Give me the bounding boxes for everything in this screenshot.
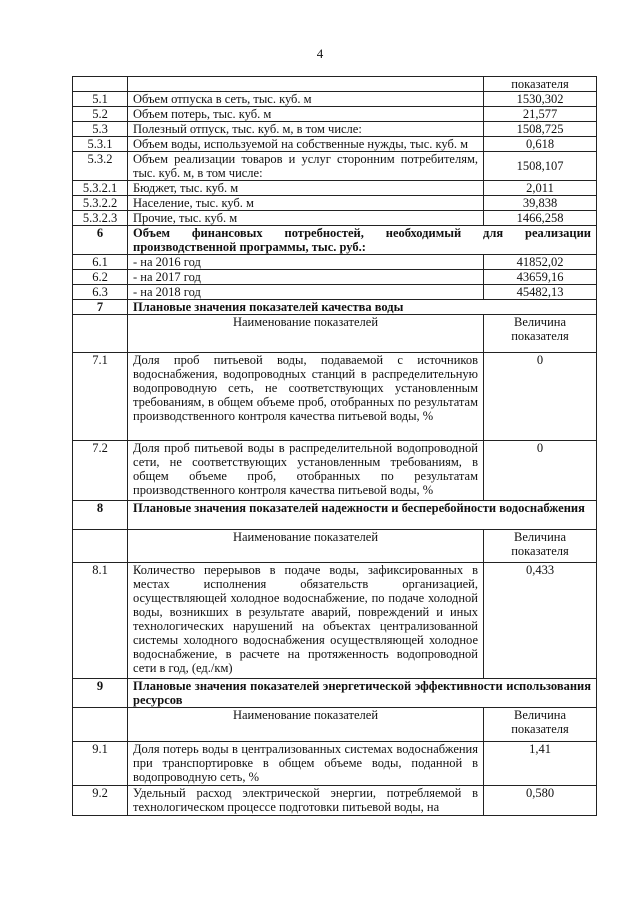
- row-value: 0,580: [484, 786, 597, 816]
- row-number: 9.2: [73, 786, 128, 816]
- row-value: 1508,725: [484, 122, 597, 137]
- section-8-header: [73, 501, 597, 530]
- row-name: Количество перерывов в подаче воды, зафиксированных в местах исполнения обязательств организацией, осуществляющей холодное водоснабжение, по подаче холодной воды, возникших в результате аварий, повреждений и иных технологических нарушений на объектах централизованной системы холодного водоснабжения осуществляющей холодное водоснабжение, в расчете на протяженность водопроводной сети в год, (ед./км): [128, 563, 484, 679]
- section-7-header: [73, 300, 597, 315]
- row-name: - на 2016 год: [128, 255, 484, 270]
- table-row: [73, 786, 597, 816]
- row-number: 9.1: [73, 742, 128, 786]
- table-row: [73, 92, 597, 107]
- row-name: Прочие, тыс. куб. м: [128, 211, 484, 226]
- table-row: [73, 270, 597, 285]
- section-number: 7: [73, 300, 128, 315]
- row-name: Объем воды, используемой на собственные нужды, тыс. куб. м: [128, 137, 484, 152]
- row-name: Население, тыс. куб. м: [128, 196, 484, 211]
- row-name: Полезный отпуск, тыс. куб. м, в том числе:: [128, 122, 484, 137]
- row-name: - на 2018 год: [128, 285, 484, 300]
- row-name: Объем отпуска в сеть, тыс. куб. м: [128, 92, 484, 107]
- row-number: 5.3.2.3: [73, 211, 128, 226]
- column-header-row: [73, 315, 597, 353]
- row-number: 6.3: [73, 285, 128, 300]
- table-row: [73, 441, 597, 501]
- row-value: 21,577: [484, 107, 597, 122]
- row-name: Бюджет, тыс. куб. м: [128, 181, 484, 196]
- column-header-value: Величина показателя: [484, 530, 597, 563]
- program-table: [72, 76, 597, 816]
- column-header-value: Величина показателя: [484, 708, 597, 742]
- table-row: [73, 353, 597, 441]
- row-value: 39,838: [484, 196, 597, 211]
- row-number: 5.3.2.2: [73, 196, 128, 211]
- row-value: 45482,13: [484, 285, 597, 300]
- row-name: Доля проб питьевой воды в распределительной водопроводной сети, не соответствующих установленным требованиям, в общем объеме проб, отобранных по результатам производственного контроля качества питьевой воды, %: [128, 441, 484, 501]
- table-row: [73, 107, 597, 122]
- table-row: [73, 152, 597, 181]
- section-number: 9: [73, 679, 128, 708]
- column-header-name: Наименование показателей: [128, 708, 484, 742]
- row-name: Объем реализации товаров и услуг сторонним потребителям, тыс. куб. м, в том числе:: [128, 152, 484, 181]
- row-number: 5.3.1: [73, 137, 128, 152]
- row-value: 0: [484, 441, 597, 501]
- column-header-value: Величина показателя: [484, 315, 597, 353]
- row-value: 1530,302: [484, 92, 597, 107]
- row-number: 7.1: [73, 353, 128, 441]
- row-value: 41852,02: [484, 255, 597, 270]
- row-value: 1508,107: [484, 152, 597, 181]
- row-name: Доля проб питьевой воды, подаваемой с источников водоснабжения, водопроводных станций в распределительную водопроводную сеть, не соответствующих установленным требованиям, в общем объеме проб, отобранных по результатам производственного контроля качества питьевой воды, %: [128, 353, 484, 441]
- table-row: [73, 196, 597, 211]
- row-number: 6.1: [73, 255, 128, 270]
- row-number: 5.1: [73, 92, 128, 107]
- row-name: Удельный расход электрической энергии, потребляемой в технологическом процессе подготовки питьевой воды, на: [128, 786, 484, 816]
- table-row: [73, 181, 597, 196]
- row-value: 0,433: [484, 563, 597, 679]
- row-value: 2,011: [484, 181, 597, 196]
- table-row: [73, 211, 597, 226]
- row-name: - на 2017 год: [128, 270, 484, 285]
- column-header-row: [73, 708, 597, 742]
- table-row: [73, 122, 597, 137]
- value-column-header: показателя: [484, 77, 597, 92]
- row-number: 8.1: [73, 563, 128, 679]
- column-header-row: [73, 530, 597, 563]
- section-9-header: [73, 679, 597, 708]
- table-row: [73, 285, 597, 300]
- section-title: Плановые значения показателей надежности и бесперебойности водоснабжения: [128, 501, 597, 530]
- row-number: 6.2: [73, 270, 128, 285]
- row-value: 0: [484, 353, 597, 441]
- section-title: Объем финансовых потребностей, необходимый для реализации производственной программы, тыс. руб.:: [128, 226, 597, 255]
- row-number: 5.2: [73, 107, 128, 122]
- row-name: Доля потерь воды в централизованных системах водоснабжения при транспортировке в общем объеме воды, поданной в водопроводную сеть, %: [128, 742, 484, 786]
- section-number: 6: [73, 226, 128, 255]
- section-title: Плановые значения показателей энергетической эффективности использования ресурсов: [128, 679, 597, 708]
- section-number: 8: [73, 501, 128, 530]
- column-header-name: Наименование показателей: [128, 315, 484, 353]
- column-header-name: Наименование показателей: [128, 530, 484, 563]
- row-number: 7.2: [73, 441, 128, 501]
- section-6-header: [73, 226, 597, 255]
- table-row: [73, 742, 597, 786]
- table-row: [73, 77, 597, 92]
- row-value: 1466,258: [484, 211, 597, 226]
- row-number: 5.3.2: [73, 152, 128, 181]
- row-value: 1,41: [484, 742, 597, 786]
- section-title: Плановые значения показателей качества воды: [128, 300, 597, 315]
- table-row: [73, 255, 597, 270]
- row-name: Объем потерь, тыс. куб. м: [128, 107, 484, 122]
- page-number: 4: [316, 46, 324, 61]
- row-number: 5.3: [73, 122, 128, 137]
- row-value: 0,618: [484, 137, 597, 152]
- table-row: [73, 137, 597, 152]
- row-number: 5.3.2.1: [73, 181, 128, 196]
- row-value: 43659,16: [484, 270, 597, 285]
- table-row: [73, 563, 597, 679]
